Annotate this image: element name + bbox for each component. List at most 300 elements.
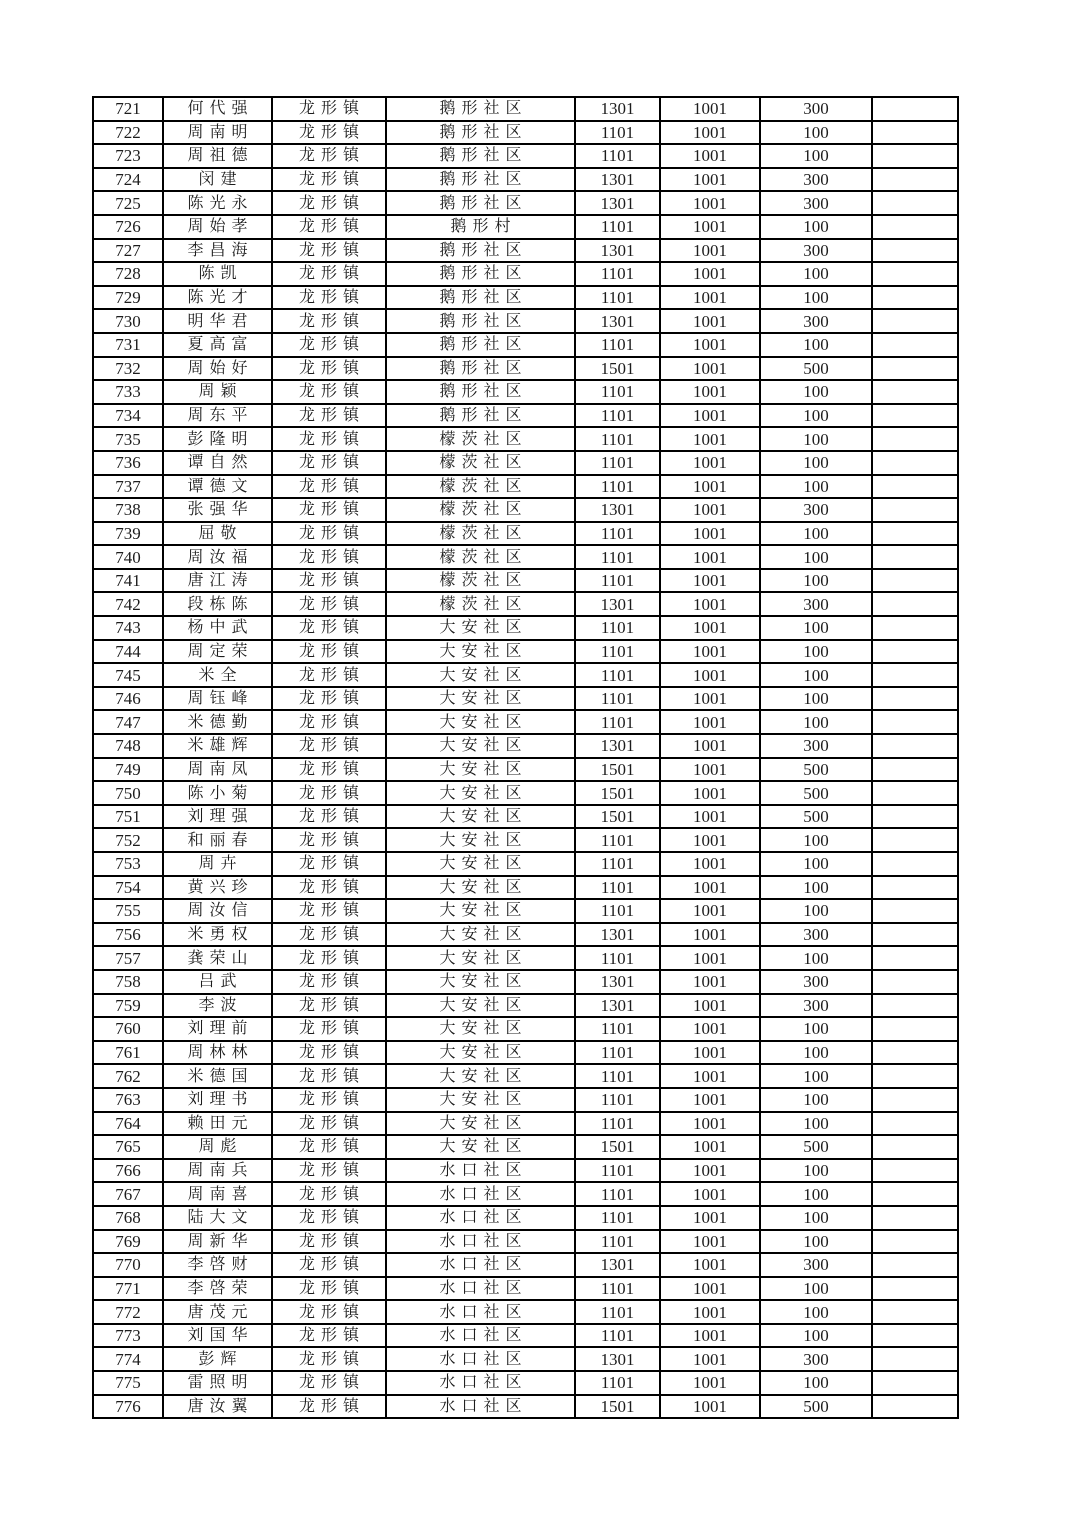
cell-code-b: 1001 bbox=[660, 805, 760, 829]
cell-code-b: 1001 bbox=[660, 1395, 760, 1419]
cell-amount: 300 bbox=[760, 498, 872, 522]
cell-index: 755 bbox=[93, 899, 163, 923]
cell-community: 大安社区 bbox=[386, 687, 575, 711]
cell-index: 724 bbox=[93, 168, 163, 192]
cell-note bbox=[872, 781, 958, 805]
cell-amount: 100 bbox=[760, 1182, 872, 1206]
cell-amount: 300 bbox=[760, 592, 872, 616]
cell-code-b: 1001 bbox=[660, 1206, 760, 1230]
cell-name: 周南兵 bbox=[163, 1159, 272, 1183]
cell-code-a: 1301 bbox=[575, 498, 660, 522]
cell-note bbox=[872, 734, 958, 758]
cell-town: 龙形镇 bbox=[272, 758, 386, 782]
cell-amount: 100 bbox=[760, 1230, 872, 1254]
cell-town: 龙形镇 bbox=[272, 734, 386, 758]
cell-community: 鹅形村 bbox=[386, 215, 575, 239]
cell-code-b: 1001 bbox=[660, 404, 760, 428]
cell-community: 水口社区 bbox=[386, 1159, 575, 1183]
cell-town: 龙形镇 bbox=[272, 1017, 386, 1041]
cell-community: 水口社区 bbox=[386, 1347, 575, 1371]
table-row bbox=[93, 852, 958, 876]
cell-community: 鹅形社区 bbox=[386, 262, 575, 286]
cell-community: 大安社区 bbox=[386, 1135, 575, 1159]
cell-name: 周南凤 bbox=[163, 758, 272, 782]
cell-code-b: 1001 bbox=[660, 1182, 760, 1206]
cell-name: 屈敬 bbox=[163, 522, 272, 546]
cell-code-b: 1001 bbox=[660, 97, 760, 121]
cell-code-a: 1101 bbox=[575, 640, 660, 664]
table-row bbox=[93, 333, 958, 357]
cell-index: 722 bbox=[93, 121, 163, 145]
cell-community: 鹅形社区 bbox=[386, 239, 575, 263]
cell-index: 737 bbox=[93, 475, 163, 499]
cell-note bbox=[872, 333, 958, 357]
cell-town: 龙形镇 bbox=[272, 569, 386, 593]
cell-town: 龙形镇 bbox=[272, 239, 386, 263]
cell-index: 756 bbox=[93, 923, 163, 947]
cell-code-a: 1301 bbox=[575, 994, 660, 1018]
cell-note bbox=[872, 946, 958, 970]
cell-code-a: 1101 bbox=[575, 121, 660, 145]
cell-code-a: 1301 bbox=[575, 1253, 660, 1277]
cell-index: 727 bbox=[93, 239, 163, 263]
cell-code-a: 1301 bbox=[575, 734, 660, 758]
cell-amount: 100 bbox=[760, 451, 872, 475]
cell-code-b: 1001 bbox=[660, 616, 760, 640]
table-row bbox=[93, 427, 958, 451]
cell-index: 743 bbox=[93, 616, 163, 640]
cell-town: 龙形镇 bbox=[272, 663, 386, 687]
table-row bbox=[93, 569, 958, 593]
table-row bbox=[93, 239, 958, 263]
table-row bbox=[93, 168, 958, 192]
cell-town: 龙形镇 bbox=[272, 498, 386, 522]
table-row bbox=[93, 616, 958, 640]
table-row bbox=[93, 191, 958, 215]
cell-code-a: 1101 bbox=[575, 1112, 660, 1136]
cell-note bbox=[872, 923, 958, 947]
table-row bbox=[93, 475, 958, 499]
cell-code-a: 1101 bbox=[575, 852, 660, 876]
cell-index: 769 bbox=[93, 1230, 163, 1254]
cell-town: 龙形镇 bbox=[272, 191, 386, 215]
cell-community: 水口社区 bbox=[386, 1182, 575, 1206]
cell-index: 726 bbox=[93, 215, 163, 239]
cell-town: 龙形镇 bbox=[272, 168, 386, 192]
cell-code-b: 1001 bbox=[660, 1135, 760, 1159]
cell-community: 大安社区 bbox=[386, 1041, 575, 1065]
cell-code-a: 1501 bbox=[575, 1395, 660, 1419]
cell-code-b: 1001 bbox=[660, 545, 760, 569]
cell-note bbox=[872, 286, 958, 310]
cell-index: 751 bbox=[93, 805, 163, 829]
table-row bbox=[93, 1206, 958, 1230]
cell-note bbox=[872, 640, 958, 664]
cell-code-a: 1101 bbox=[575, 1230, 660, 1254]
cell-amount: 100 bbox=[760, 1324, 872, 1348]
cell-town: 龙形镇 bbox=[272, 1277, 386, 1301]
cell-note bbox=[872, 404, 958, 428]
cell-note bbox=[872, 1371, 958, 1395]
cell-community: 檬茨社区 bbox=[386, 569, 575, 593]
cell-index: 745 bbox=[93, 663, 163, 687]
cell-index: 748 bbox=[93, 734, 163, 758]
cell-name: 周始孝 bbox=[163, 215, 272, 239]
cell-code-a: 1101 bbox=[575, 710, 660, 734]
cell-amount: 500 bbox=[760, 1395, 872, 1419]
cell-code-a: 1101 bbox=[575, 286, 660, 310]
cell-community: 大安社区 bbox=[386, 1088, 575, 1112]
cell-code-b: 1001 bbox=[660, 168, 760, 192]
cell-note bbox=[872, 592, 958, 616]
cell-code-a: 1101 bbox=[575, 616, 660, 640]
cell-code-b: 1001 bbox=[660, 592, 760, 616]
cell-note bbox=[872, 1395, 958, 1419]
cell-name: 周钰峰 bbox=[163, 687, 272, 711]
cell-name: 吕武 bbox=[163, 970, 272, 994]
cell-amount: 300 bbox=[760, 191, 872, 215]
cell-code-a: 1301 bbox=[575, 239, 660, 263]
cell-index: 740 bbox=[93, 545, 163, 569]
cell-community: 鹅形社区 bbox=[386, 404, 575, 428]
cell-index: 747 bbox=[93, 710, 163, 734]
cell-note bbox=[872, 1347, 958, 1371]
cell-amount: 100 bbox=[760, 1371, 872, 1395]
cell-note bbox=[872, 1088, 958, 1112]
cell-amount: 300 bbox=[760, 309, 872, 333]
cell-amount: 300 bbox=[760, 1253, 872, 1277]
cell-code-b: 1001 bbox=[660, 498, 760, 522]
cell-amount: 300 bbox=[760, 734, 872, 758]
cell-name: 和丽春 bbox=[163, 828, 272, 852]
table-row bbox=[93, 262, 958, 286]
cell-code-a: 1101 bbox=[575, 946, 660, 970]
cell-code-b: 1001 bbox=[660, 1159, 760, 1183]
cell-town: 龙形镇 bbox=[272, 1088, 386, 1112]
cell-amount: 100 bbox=[760, 545, 872, 569]
cell-code-a: 1101 bbox=[575, 404, 660, 428]
cell-code-b: 1001 bbox=[660, 710, 760, 734]
cell-note bbox=[872, 215, 958, 239]
table-row bbox=[93, 357, 958, 381]
cell-amount: 100 bbox=[760, 1088, 872, 1112]
cell-town: 龙形镇 bbox=[272, 1230, 386, 1254]
cell-code-a: 1101 bbox=[575, 1206, 660, 1230]
cell-name: 陈光永 bbox=[163, 191, 272, 215]
table-row bbox=[93, 1395, 958, 1419]
table-row bbox=[93, 1277, 958, 1301]
table-row bbox=[93, 545, 958, 569]
cell-note bbox=[872, 427, 958, 451]
table-row bbox=[93, 1112, 958, 1136]
cell-code-b: 1001 bbox=[660, 191, 760, 215]
cell-town: 龙形镇 bbox=[272, 475, 386, 499]
cell-index: 775 bbox=[93, 1371, 163, 1395]
table-row bbox=[93, 876, 958, 900]
cell-index: 744 bbox=[93, 640, 163, 664]
cell-code-b: 1001 bbox=[660, 144, 760, 168]
cell-code-a: 1101 bbox=[575, 333, 660, 357]
cell-index: 771 bbox=[93, 1277, 163, 1301]
cell-note bbox=[872, 970, 958, 994]
table-row bbox=[93, 592, 958, 616]
cell-note bbox=[872, 191, 958, 215]
cell-name: 周颖 bbox=[163, 380, 272, 404]
cell-note bbox=[872, 828, 958, 852]
cell-town: 龙形镇 bbox=[272, 1182, 386, 1206]
cell-town: 龙形镇 bbox=[272, 1112, 386, 1136]
cell-note bbox=[872, 1112, 958, 1136]
cell-index: 776 bbox=[93, 1395, 163, 1419]
cell-code-b: 1001 bbox=[660, 451, 760, 475]
cell-community: 大安社区 bbox=[386, 876, 575, 900]
cell-name: 周汝福 bbox=[163, 545, 272, 569]
cell-town: 龙形镇 bbox=[272, 710, 386, 734]
roster-body bbox=[93, 97, 958, 1418]
cell-code-a: 1501 bbox=[575, 781, 660, 805]
cell-town: 龙形镇 bbox=[272, 215, 386, 239]
cell-index: 774 bbox=[93, 1347, 163, 1371]
cell-name: 周定荣 bbox=[163, 640, 272, 664]
cell-community: 檬茨社区 bbox=[386, 498, 575, 522]
cell-code-a: 1101 bbox=[575, 899, 660, 923]
cell-town: 龙形镇 bbox=[272, 545, 386, 569]
roster-table bbox=[92, 96, 959, 1419]
cell-town: 龙形镇 bbox=[272, 286, 386, 310]
table-row bbox=[93, 215, 958, 239]
cell-index: 735 bbox=[93, 427, 163, 451]
cell-code-b: 1001 bbox=[660, 1253, 760, 1277]
cell-town: 龙形镇 bbox=[272, 1324, 386, 1348]
cell-community: 鹅形社区 bbox=[386, 357, 575, 381]
cell-index: 770 bbox=[93, 1253, 163, 1277]
cell-town: 龙形镇 bbox=[272, 970, 386, 994]
cell-code-b: 1001 bbox=[660, 781, 760, 805]
cell-name: 黄兴珍 bbox=[163, 876, 272, 900]
cell-code-a: 1101 bbox=[575, 1324, 660, 1348]
cell-community: 鹅形社区 bbox=[386, 309, 575, 333]
cell-code-a: 1101 bbox=[575, 876, 660, 900]
cell-name: 米雄辉 bbox=[163, 734, 272, 758]
cell-community: 檬茨社区 bbox=[386, 451, 575, 475]
cell-amount: 300 bbox=[760, 970, 872, 994]
cell-amount: 100 bbox=[760, 404, 872, 428]
cell-town: 龙形镇 bbox=[272, 1064, 386, 1088]
cell-note bbox=[872, 852, 958, 876]
table-row bbox=[93, 97, 958, 121]
cell-note bbox=[872, 451, 958, 475]
cell-town: 龙形镇 bbox=[272, 592, 386, 616]
cell-amount: 100 bbox=[760, 427, 872, 451]
cell-code-b: 1001 bbox=[660, 946, 760, 970]
cell-note bbox=[872, 1277, 958, 1301]
cell-name: 刘理强 bbox=[163, 805, 272, 829]
cell-town: 龙形镇 bbox=[272, 1253, 386, 1277]
cell-town: 龙形镇 bbox=[272, 687, 386, 711]
table-row bbox=[93, 828, 958, 852]
cell-note bbox=[872, 1300, 958, 1324]
cell-note bbox=[872, 1017, 958, 1041]
cell-name: 唐江涛 bbox=[163, 569, 272, 593]
cell-note bbox=[872, 1182, 958, 1206]
cell-code-b: 1001 bbox=[660, 286, 760, 310]
cell-community: 鹅形社区 bbox=[386, 286, 575, 310]
cell-note bbox=[872, 239, 958, 263]
cell-amount: 100 bbox=[760, 1064, 872, 1088]
cell-community: 大安社区 bbox=[386, 781, 575, 805]
cell-index: 766 bbox=[93, 1159, 163, 1183]
cell-note bbox=[872, 475, 958, 499]
cell-town: 龙形镇 bbox=[272, 357, 386, 381]
cell-community: 大安社区 bbox=[386, 1112, 575, 1136]
table-row bbox=[93, 144, 958, 168]
cell-name: 刘国华 bbox=[163, 1324, 272, 1348]
cell-community: 鹅形社区 bbox=[386, 168, 575, 192]
cell-community: 大安社区 bbox=[386, 663, 575, 687]
cell-town: 龙形镇 bbox=[272, 427, 386, 451]
cell-index: 746 bbox=[93, 687, 163, 711]
cell-index: 730 bbox=[93, 309, 163, 333]
cell-note bbox=[872, 380, 958, 404]
cell-code-a: 1101 bbox=[575, 1041, 660, 1065]
cell-note bbox=[872, 1206, 958, 1230]
cell-community: 水口社区 bbox=[386, 1206, 575, 1230]
cell-code-a: 1501 bbox=[575, 357, 660, 381]
cell-name: 周南明 bbox=[163, 121, 272, 145]
cell-name: 李啓荣 bbox=[163, 1277, 272, 1301]
cell-name: 段栋陈 bbox=[163, 592, 272, 616]
table-row bbox=[93, 404, 958, 428]
cell-code-b: 1001 bbox=[660, 970, 760, 994]
cell-town: 龙形镇 bbox=[272, 1041, 386, 1065]
cell-name: 李波 bbox=[163, 994, 272, 1018]
cell-town: 龙形镇 bbox=[272, 1159, 386, 1183]
cell-name: 陈小菊 bbox=[163, 781, 272, 805]
table-row bbox=[93, 946, 958, 970]
cell-community: 大安社区 bbox=[386, 640, 575, 664]
cell-amount: 500 bbox=[760, 1135, 872, 1159]
cell-index: 723 bbox=[93, 144, 163, 168]
cell-code-b: 1001 bbox=[660, 1088, 760, 1112]
cell-note bbox=[872, 498, 958, 522]
cell-code-a: 1101 bbox=[575, 1300, 660, 1324]
cell-code-a: 1101 bbox=[575, 1159, 660, 1183]
table-row bbox=[93, 710, 958, 734]
cell-code-b: 1001 bbox=[660, 852, 760, 876]
cell-amount: 100 bbox=[760, 1300, 872, 1324]
cell-index: 749 bbox=[93, 758, 163, 782]
cell-town: 龙形镇 bbox=[272, 451, 386, 475]
cell-community: 大安社区 bbox=[386, 899, 575, 923]
table-row bbox=[93, 121, 958, 145]
cell-note bbox=[872, 805, 958, 829]
cell-name: 周南喜 bbox=[163, 1182, 272, 1206]
cell-index: 764 bbox=[93, 1112, 163, 1136]
cell-name: 何代强 bbox=[163, 97, 272, 121]
cell-code-a: 1101 bbox=[575, 451, 660, 475]
cell-amount: 300 bbox=[760, 239, 872, 263]
table-row bbox=[93, 1088, 958, 1112]
cell-code-b: 1001 bbox=[660, 828, 760, 852]
table-row bbox=[93, 1135, 958, 1159]
cell-note bbox=[872, 1064, 958, 1088]
cell-amount: 100 bbox=[760, 687, 872, 711]
cell-name: 刘理前 bbox=[163, 1017, 272, 1041]
cell-community: 鹅形社区 bbox=[386, 191, 575, 215]
cell-town: 龙形镇 bbox=[272, 309, 386, 333]
cell-code-b: 1001 bbox=[660, 640, 760, 664]
cell-code-a: 1301 bbox=[575, 970, 660, 994]
cell-community: 大安社区 bbox=[386, 734, 575, 758]
cell-town: 龙形镇 bbox=[272, 852, 386, 876]
cell-name: 陈凯 bbox=[163, 262, 272, 286]
cell-name: 李昌海 bbox=[163, 239, 272, 263]
cell-code-b: 1001 bbox=[660, 333, 760, 357]
cell-name: 彭隆明 bbox=[163, 427, 272, 451]
cell-code-b: 1001 bbox=[660, 215, 760, 239]
cell-amount: 100 bbox=[760, 144, 872, 168]
cell-community: 大安社区 bbox=[386, 805, 575, 829]
cell-code-b: 1001 bbox=[660, 1277, 760, 1301]
cell-index: 772 bbox=[93, 1300, 163, 1324]
cell-code-a: 1301 bbox=[575, 97, 660, 121]
cell-name: 周卉 bbox=[163, 852, 272, 876]
cell-note bbox=[872, 1230, 958, 1254]
cell-index: 761 bbox=[93, 1041, 163, 1065]
cell-town: 龙形镇 bbox=[272, 1206, 386, 1230]
cell-town: 龙形镇 bbox=[272, 404, 386, 428]
cell-index: 773 bbox=[93, 1324, 163, 1348]
cell-note bbox=[872, 1159, 958, 1183]
table-row bbox=[93, 899, 958, 923]
cell-note bbox=[872, 663, 958, 687]
cell-code-a: 1101 bbox=[575, 687, 660, 711]
cell-code-b: 1001 bbox=[660, 994, 760, 1018]
cell-community: 大安社区 bbox=[386, 758, 575, 782]
cell-amount: 100 bbox=[760, 475, 872, 499]
cell-code-a: 1101 bbox=[575, 1088, 660, 1112]
cell-town: 龙形镇 bbox=[272, 781, 386, 805]
cell-note bbox=[872, 357, 958, 381]
cell-code-a: 1101 bbox=[575, 1064, 660, 1088]
cell-index: 762 bbox=[93, 1064, 163, 1088]
table-row bbox=[93, 687, 958, 711]
cell-index: 736 bbox=[93, 451, 163, 475]
cell-amount: 500 bbox=[760, 357, 872, 381]
table-row bbox=[93, 758, 958, 782]
cell-code-b: 1001 bbox=[660, 1064, 760, 1088]
cell-name: 谭德文 bbox=[163, 475, 272, 499]
table-row bbox=[93, 498, 958, 522]
cell-code-a: 1101 bbox=[575, 828, 660, 852]
cell-amount: 100 bbox=[760, 1206, 872, 1230]
cell-amount: 100 bbox=[760, 522, 872, 546]
cell-amount: 100 bbox=[760, 380, 872, 404]
cell-note bbox=[872, 899, 958, 923]
cell-community: 大安社区 bbox=[386, 828, 575, 852]
cell-index: 731 bbox=[93, 333, 163, 357]
cell-note bbox=[872, 758, 958, 782]
cell-code-a: 1301 bbox=[575, 309, 660, 333]
cell-code-b: 1001 bbox=[660, 357, 760, 381]
cell-index: 754 bbox=[93, 876, 163, 900]
cell-note bbox=[872, 616, 958, 640]
cell-name: 周彪 bbox=[163, 1135, 272, 1159]
cell-index: 768 bbox=[93, 1206, 163, 1230]
cell-note bbox=[872, 1135, 958, 1159]
cell-name: 周新华 bbox=[163, 1230, 272, 1254]
cell-code-b: 1001 bbox=[660, 1324, 760, 1348]
